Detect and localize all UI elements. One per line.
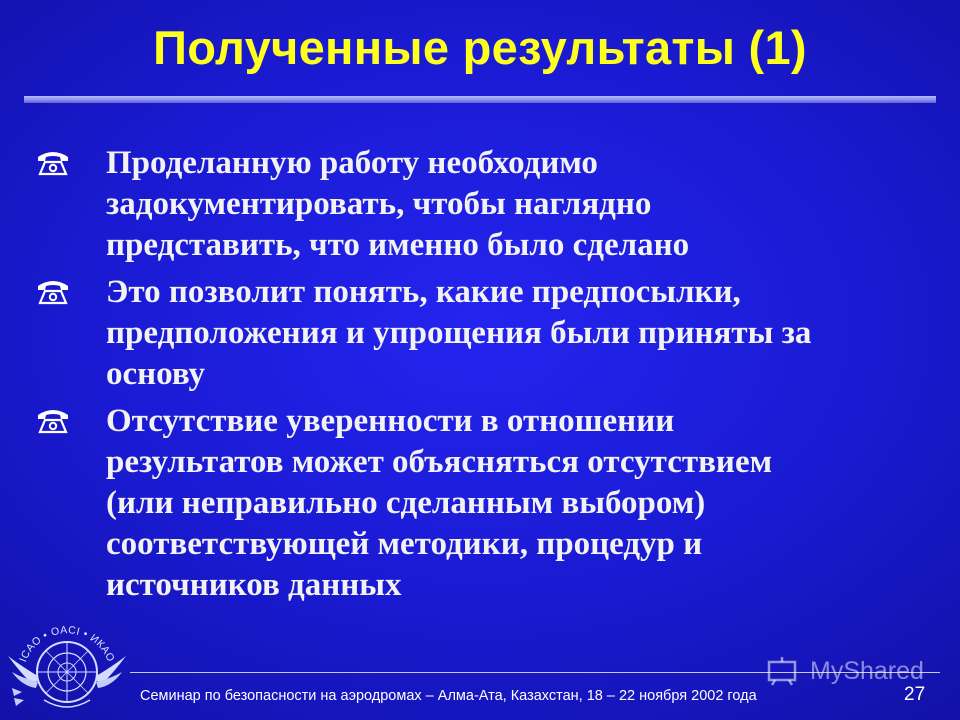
bullet-line: (или неправильно сделанным выбором) — [106, 485, 706, 521]
bullet-line: представить, что именно было сделано — [106, 227, 690, 263]
watermark — [766, 656, 924, 686]
bullet-text — [106, 272, 926, 395]
watermark-text: MyShared — [810, 656, 924, 685]
bullet-line: Это позволит понять, какие предпосылки, — [106, 274, 741, 310]
telephone-icon — [36, 405, 70, 435]
slide-title: Полученные результаты (1) — [153, 21, 807, 74]
bullet-line: соответствующей методики, процедур и — [106, 526, 703, 562]
telephone-icon — [36, 147, 70, 177]
emblem-lettering: ICAO • OACI • ИКАО — [17, 624, 117, 664]
icao-emblem-icon — [2, 596, 132, 720]
bullet-item — [36, 272, 926, 395]
bullet-line: задокументировать, чтобы наглядно — [106, 186, 652, 222]
bullet-line: источников данных — [106, 567, 402, 603]
page-number: 27 — [904, 684, 926, 705]
bullet-line: предположения и упрощения были приняты за — [106, 315, 812, 351]
title-underline — [24, 96, 936, 103]
bullet-item — [36, 143, 926, 266]
bullet-list — [36, 143, 926, 612]
presentation-board-icon — [766, 656, 806, 686]
telephone-icon — [36, 276, 70, 306]
bullet-text — [106, 401, 926, 606]
bullet-item — [36, 401, 926, 606]
bullet-line: Отсутствие уверенности в отношении — [106, 403, 675, 439]
bullet-line: результатов может объясняться отсутствием — [106, 444, 773, 480]
bullet-line: основу — [106, 356, 206, 392]
footer-text: Семинар по безопасности на аэродромах – Алма-Ата, Казахстан, 18 – 22 ноября 2002 года — [140, 688, 757, 704]
bullet-text — [106, 143, 926, 266]
bullet-line: Проделанную работу необходимо — [106, 145, 598, 181]
